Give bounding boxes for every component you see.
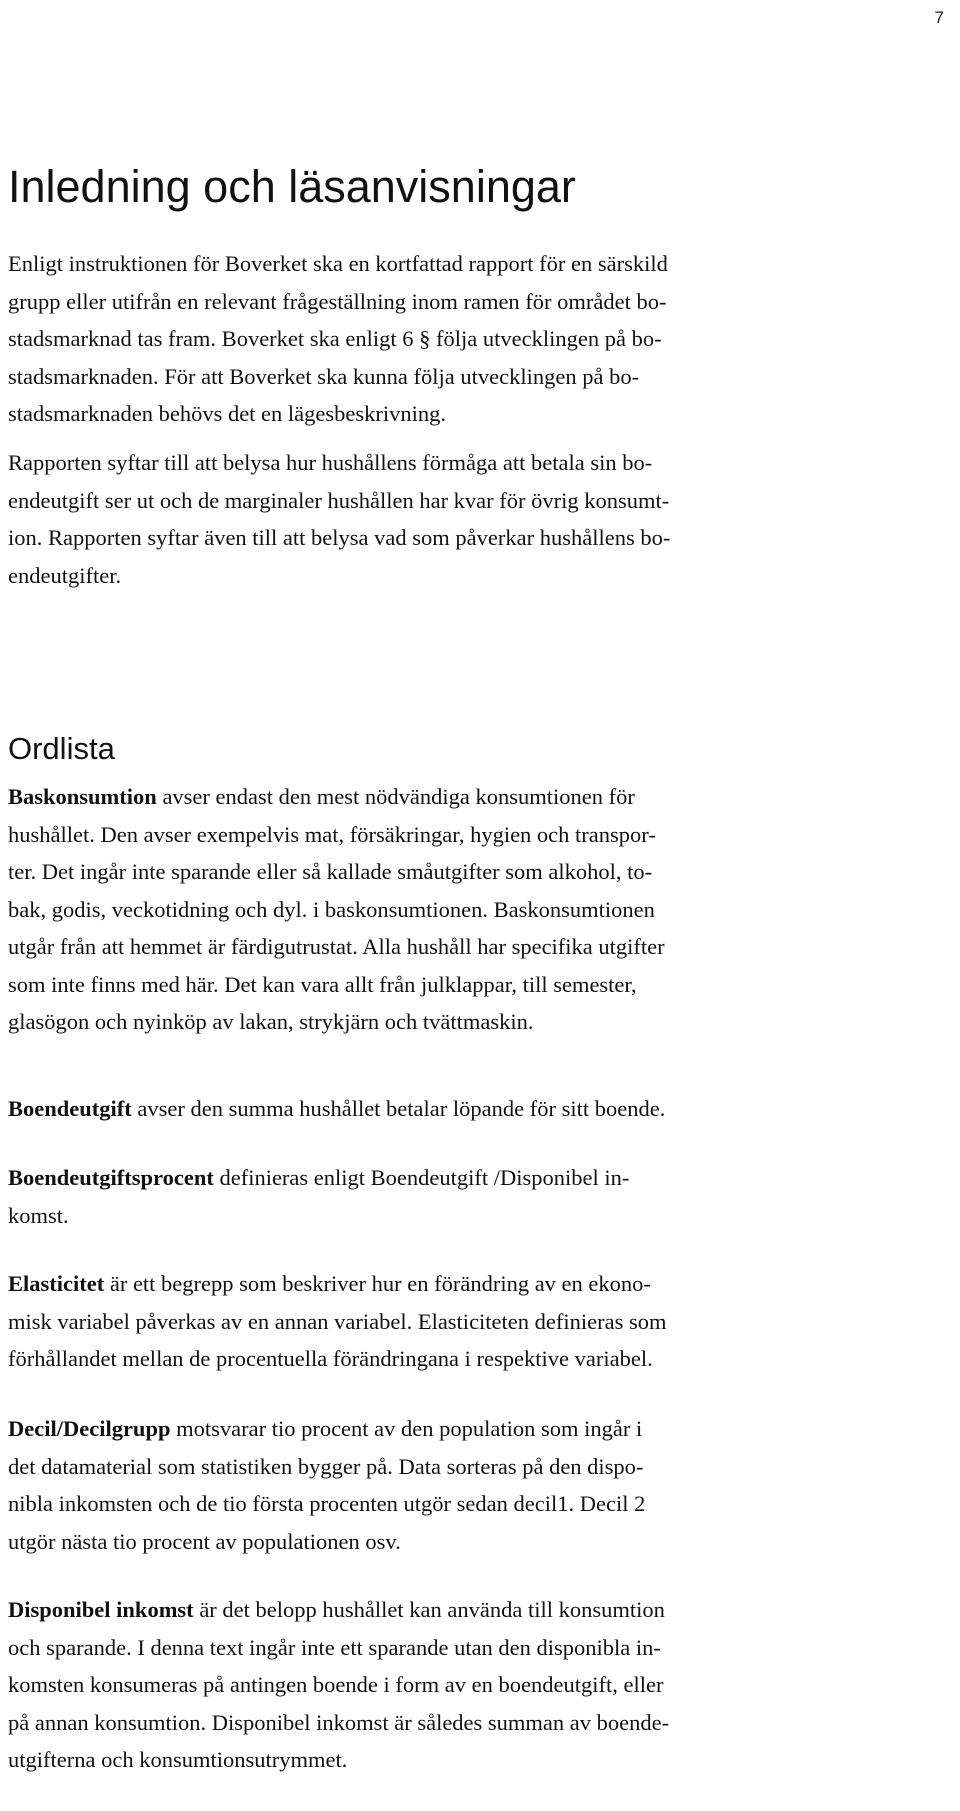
text-line: det datamaterial som statistiken bygger på. Data sorteras på den dispo- — [8, 1453, 644, 1479]
text-line: bak, godis, veckotidning och dyl. i baskonsumtionen. Baskonsumtionen — [8, 896, 655, 922]
text-line: komst. — [8, 1202, 69, 1228]
intro-paragraph-2 — [8, 444, 670, 594]
text-line: utgår från att hemmet är färdigutrustat. Alla hushåll har specifika utgifter — [8, 934, 665, 959]
glossary-definition: definieras enligt Boendeutgift /Disponibel in- — [213, 1165, 630, 1190]
text-line: på annan konsumtion. Disponibel inkomst är således summan av boende- — [8, 1709, 670, 1735]
text-line: endeutgifter. — [8, 562, 122, 588]
text-line: glasögon och nyinköp av lakan, strykjärn och tvättmaskin. — [8, 1009, 534, 1034]
glossary-heading: Ordlista — [8, 731, 115, 766]
glossary-entry-boendeutgiftsprocent — [8, 1159, 629, 1234]
glossary-entry-boendeutgift — [8, 1090, 665, 1128]
text-line — [8, 1591, 669, 1629]
text-line: stadsmarknaden behövs det en lägesbeskrivning. — [8, 401, 447, 426]
text-line — [8, 1410, 645, 1448]
text-line: hushållet. Den avser exempelvis mat, försäkringar, hygien och transpor- — [8, 821, 656, 847]
text-line: ion. Rapporten syftar även till att belysa vad som påverkar hushållens bo- — [8, 525, 671, 550]
text-line — [8, 1159, 629, 1197]
text-line: Rapporten syftar till att belysa hur hushållens förmåga att betala sin bo- — [8, 450, 653, 475]
glossary-term: Elasticitet — [8, 1271, 105, 1296]
glossary-entry-baskonsumtion — [8, 778, 665, 1041]
page-number: 7 — [934, 8, 944, 27]
text-line — [8, 778, 665, 816]
glossary-definition: avser endast den mest nödvändiga konsumtionen för — [156, 784, 635, 809]
glossary-entry-decil — [8, 1410, 645, 1560]
glossary-term: Boendeutgiftsprocent — [8, 1165, 214, 1190]
text-line: Enligt instruktionen för Boverket ska en kortfattad rapport för en särskild — [8, 251, 668, 276]
text-line: endeutgift ser ut och de marginaler hushållen har kvar för övrig konsumt- — [8, 487, 670, 513]
glossary-definition: avser den summa hushållet betalar löpande för sitt boende. — [131, 1096, 666, 1121]
glossary-entry-elasticitet — [8, 1265, 667, 1378]
intro-paragraph-1 — [8, 245, 668, 433]
glossary-term: Baskonsumtion — [8, 784, 157, 809]
text-line: stadsmarknad tas fram. Boverket ska enligt 6 § följa utvecklingen på bo- — [8, 326, 662, 351]
text-line: som inte finns med här. Det kan vara allt från julklappar, till semester, — [8, 971, 637, 997]
text-line: och sparande. I denna text ingår inte ett sparande utan den disponibla in- — [8, 1634, 661, 1660]
text-line — [8, 1265, 667, 1303]
text-line: utgör nästa tio procent av populationen osv. — [8, 1528, 401, 1554]
text-line: misk variabel påverkas av en annan variabel. Elasticiteten definieras som — [8, 1308, 667, 1334]
page-title: Inledning och läsanvisningar — [8, 161, 576, 212]
text-line: utgifterna och konsumtionsutrymmet. — [8, 1747, 348, 1772]
glossary-definition: motsvarar tio procent av den population som ingår i — [170, 1416, 643, 1441]
text-line: stadsmarknaden. För att Boverket ska kunna följa utvecklingen på bo- — [8, 363, 640, 389]
text-line: förhållandet mellan de procentuella förändringana i respektive variabel. — [8, 1346, 653, 1371]
text-line: ter. Det ingår inte sparande eller så kallade småutgifter som alkohol, to- — [8, 859, 653, 884]
text-line — [8, 1090, 665, 1128]
text-line: nibla inkomsten och de tio första procenten utgör sedan decil1. Decil 2 — [8, 1491, 646, 1516]
glossary-definition: är ett begrepp som beskriver hur en förändring av en ekono- — [104, 1271, 651, 1296]
glossary-entry-disponibel-inkomst — [8, 1591, 669, 1779]
text-line: komsten konsumeras på antingen boende i form av en boendeutgift, eller — [8, 1672, 664, 1697]
text-line: grupp eller utifrån en relevant frågeställning inom ramen för området bo- — [8, 288, 667, 314]
glossary-term: Decil/Decilgrupp — [8, 1416, 171, 1441]
glossary-term: Boendeutgift — [8, 1096, 132, 1121]
glossary-term: Disponibel inkomst — [8, 1597, 194, 1622]
glossary-definition: är det belopp hushållet kan använda till konsumtion — [193, 1597, 665, 1622]
